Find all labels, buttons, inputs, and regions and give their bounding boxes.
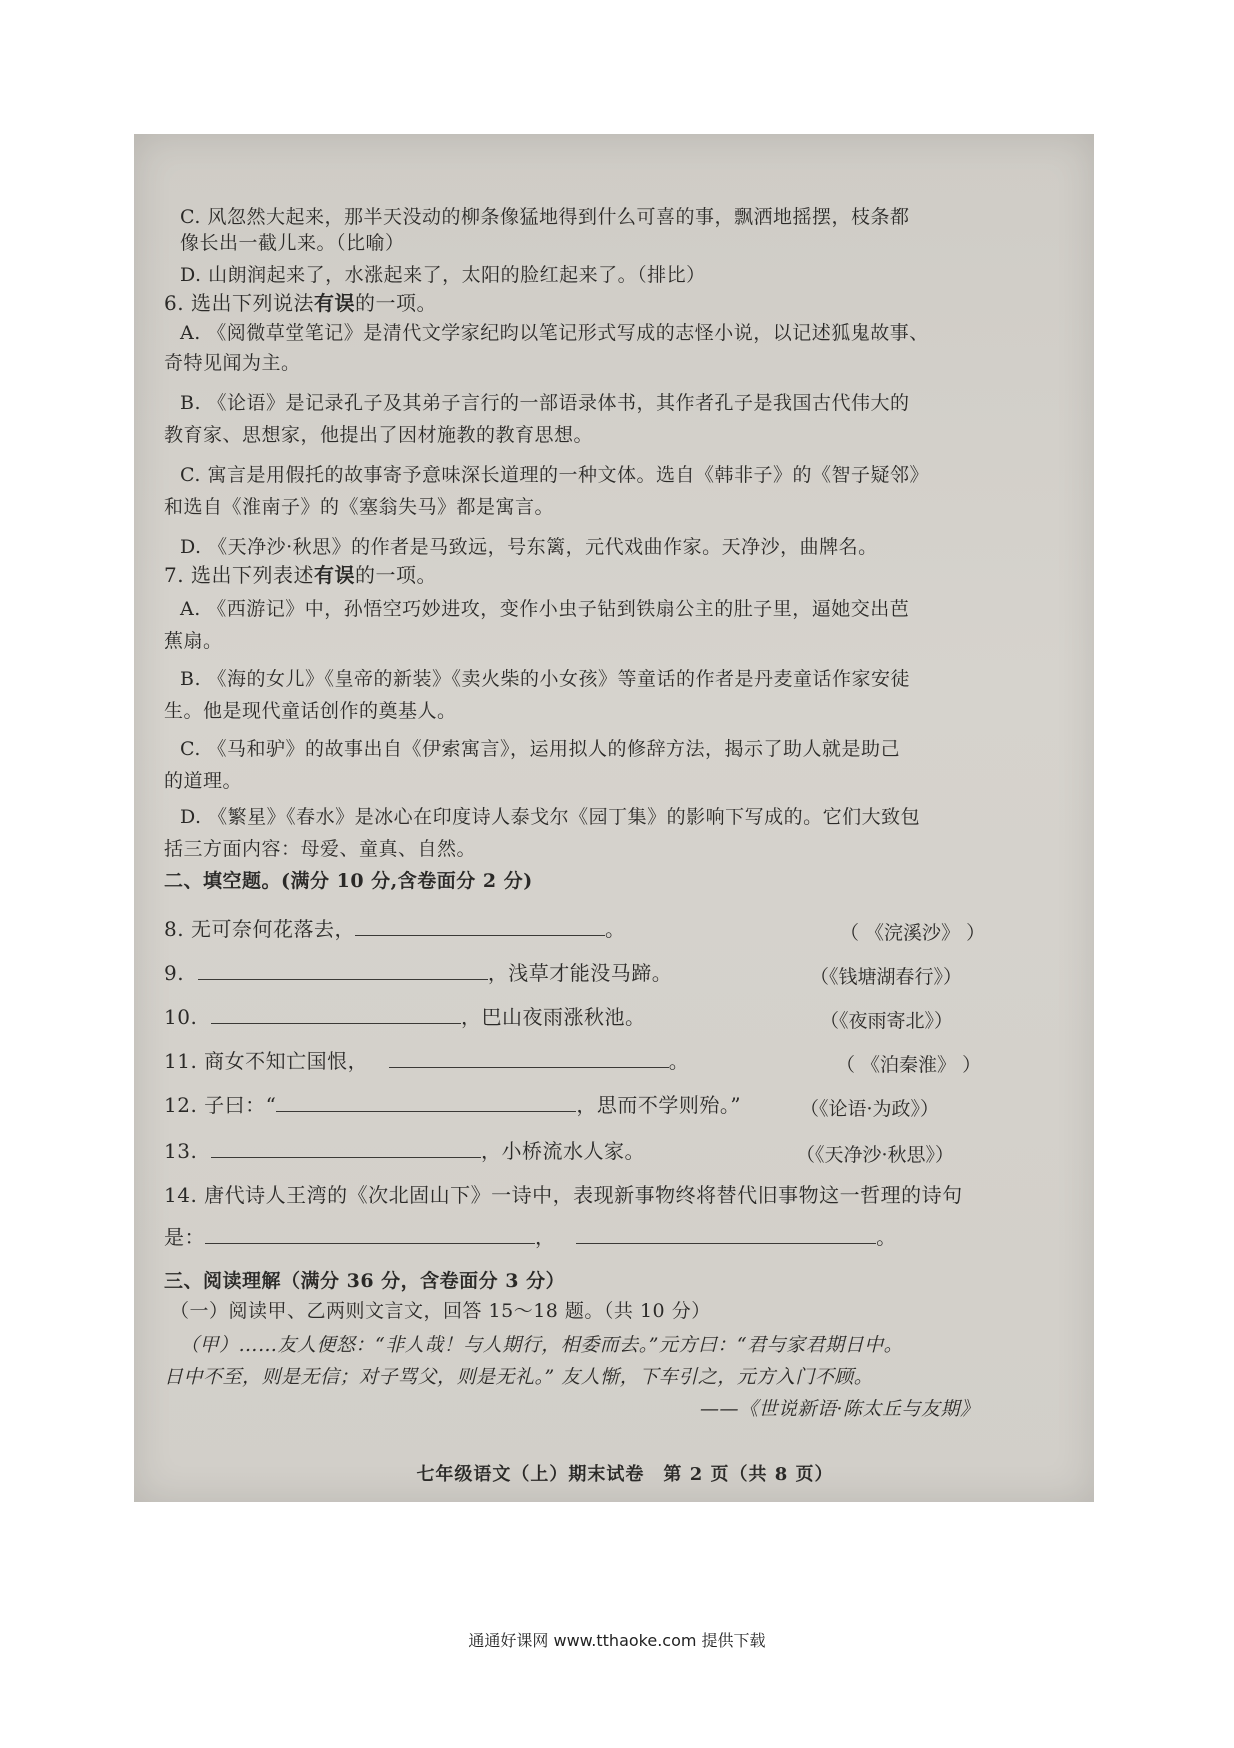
option-7d-line1: D. 《繁星》《春水》是冰心在印度诗人泰戈尔《园丁集》的影响下写成的。它们大致包 xyxy=(180,806,921,828)
reading-part-1-instruction: （一）阅读甲、乙两则文言文，回答 15～18 题。（共 10 分） xyxy=(170,1300,711,1322)
question-8-prompt: 8. 无可奈何花落去， xyxy=(164,917,355,941)
question-9-end: ，浅草才能没马蹄。 xyxy=(487,961,673,985)
question-9 xyxy=(164,960,672,986)
option-5c-line2: 像长出一截儿来。（比喻） xyxy=(180,232,405,254)
option-7b-line1: B. 《海的女儿》《皇帝的新装》《卖火柴的小女孩》等童话的作者是丹麦童话作家安徒 xyxy=(180,668,911,690)
question-6-emphasis: 有误 xyxy=(313,291,355,315)
section-2-heading: 二、填空题。(满分 10 分,含卷面分 2 分) xyxy=(164,870,533,892)
question-14-line1: 14. 唐代诗人王湾的《次北固山下》一诗中，表现新事物终将替代旧事物这一哲理的诗句 xyxy=(164,1183,963,1207)
option-6a-line1: A. 《阅微草堂笔记》是清代文学家纪昀以笔记形式写成的志怪小说，以记述狐鬼故事、 xyxy=(180,322,929,344)
source-11: （ 《泊秦淮》 ） xyxy=(836,1054,982,1076)
question-10-number: 10. xyxy=(164,1005,198,1029)
download-credit: 通通好课网 www.tthaoke.com 提供下载 xyxy=(468,1631,766,1650)
option-7a-line2: 蕉扇。 xyxy=(164,630,223,652)
answer-blank[interactable] xyxy=(205,1225,535,1244)
question-8 xyxy=(164,916,625,942)
question-12-prompt: 12. 子曰：“ xyxy=(164,1093,277,1117)
option-6a-line2: 奇特见闻为主。 xyxy=(164,352,301,374)
question-11 xyxy=(164,1048,689,1074)
question-6 xyxy=(164,290,437,316)
question-7-text: 7. 选出下列表述 xyxy=(164,563,314,587)
source-12: （《论语·为政》） xyxy=(800,1098,940,1120)
question-12 xyxy=(164,1092,741,1118)
option-7c-line2: 的道理。 xyxy=(164,770,243,792)
answer-blank[interactable] xyxy=(389,1049,669,1068)
question-8-end: 。 xyxy=(604,917,626,941)
question-7-emphasis: 有误 xyxy=(313,563,355,587)
source-10: （《夜雨寄北》） xyxy=(820,1010,954,1032)
question-13 xyxy=(164,1138,645,1164)
question-14-prompt: 是： xyxy=(164,1225,205,1249)
answer-blank[interactable] xyxy=(211,1139,481,1158)
answer-blank[interactable] xyxy=(576,1225,876,1244)
option-7d-line2: 括三方面内容：母爱、童真、自然。 xyxy=(164,838,477,860)
question-6-text: 6. 选出下列说法 xyxy=(164,291,314,315)
question-7-end: 的一项。 xyxy=(354,563,437,587)
answer-blank[interactable] xyxy=(198,961,488,980)
option-7c-line1: C. 《马和驴》的故事出自《伊索寓言》，运用拟人的修辞方法，揭示了助人就是助己 xyxy=(180,738,900,760)
answer-blank[interactable] xyxy=(355,917,605,936)
question-11-end: 。 xyxy=(668,1049,690,1073)
source-8: （ 《浣溪沙》 ） xyxy=(840,922,986,944)
option-5d: D. 山朗润起来了，水涨起来了，太阳的脸红起来了。（排比） xyxy=(180,264,706,286)
answer-blank[interactable] xyxy=(276,1093,576,1112)
option-7a-line1: A. 《西游记》中，孙悟空巧妙进攻，变作小虫子钻到铁扇公主的肚子里，逼她交出芭 xyxy=(180,598,910,620)
question-12-end: ，思而不学则殆。” xyxy=(576,1093,742,1117)
question-13-end: ，小桥流水人家。 xyxy=(481,1139,646,1163)
question-14-end: 。 xyxy=(876,1225,897,1249)
option-6d: D. 《天净沙·秋思》的作者是马致远，号东篱，元代戏曲作家。天净沙，曲牌名。 xyxy=(180,536,878,558)
option-7b-line2: 生。他是现代童话创作的奠基人。 xyxy=(164,700,457,722)
section-3-heading: 三、阅读理解（满分 36 分，含卷面分 3 分） xyxy=(164,1270,566,1292)
question-10-end: ，巴山夜雨涨秋池。 xyxy=(461,1005,646,1029)
question-7 xyxy=(164,562,437,588)
option-5c-line1: C. 风忽然大起来，那半天没动的柳条像猛地得到什么可喜的事，飘洒地摇摆，枝条都 xyxy=(180,206,910,228)
page-footer: 七年级语文（上）期末试卷 第 2 页（共 8 页） xyxy=(416,1464,834,1485)
passage-jia-line1: （甲）……友人便怒：“非人哉！与人期行，相委而去。”元方曰：“君与家君期日中。 xyxy=(180,1334,904,1356)
option-6c-line2: 和选自《淮南子》的《塞翁失马》都是寓言。 xyxy=(164,496,555,518)
question-9-number: 9. xyxy=(164,961,185,985)
question-13-number: 13. xyxy=(164,1139,198,1163)
question-14-comma: ， xyxy=(535,1225,556,1249)
exam-page-photo xyxy=(134,134,1094,1502)
question-14-line2 xyxy=(164,1224,897,1250)
option-6b-line2: 教育家、思想家，他提出了因材施教的教育思想。 xyxy=(164,424,594,446)
question-6-end: 的一项。 xyxy=(354,291,437,315)
passage-jia-source: ——《世说新语·陈太丘与友期》 xyxy=(700,1398,980,1420)
option-6c-line1: C. 寓言是用假托的故事寄予意味深长道理的一种文体。选自《韩非子》的《智子疑邻》 xyxy=(180,464,929,486)
question-11-prompt: 11. 商女不知亡国恨， xyxy=(164,1049,369,1073)
passage-jia-line2: 日中不至，则是无信；对子骂父，则是无礼。” 友人惭，下车引之，元方入门不顾。 xyxy=(164,1366,874,1388)
source-13: （《天净沙·秋思》） xyxy=(796,1144,955,1166)
option-6b-line1: B. 《论语》是记录孔子及其弟子言行的一部语录体书，其作者孔子是我国古代伟大的 xyxy=(180,392,910,414)
question-10 xyxy=(164,1004,646,1030)
answer-blank[interactable] xyxy=(211,1005,461,1024)
source-9: （《钱塘湖春行》） xyxy=(810,966,963,988)
